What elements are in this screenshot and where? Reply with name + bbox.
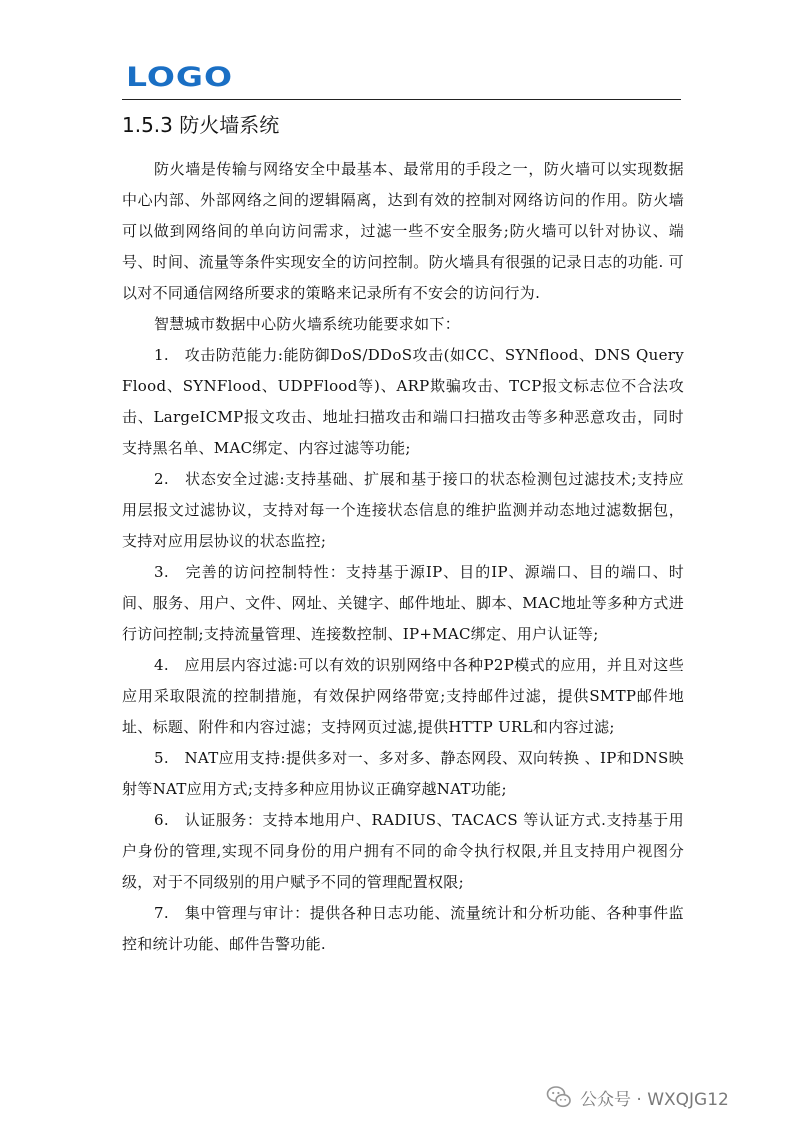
list-item: 2. 状态安全过滤:支持基础、扩展和基于接口的状态检测包过滤技术;支持应用层报文过滤协议，支持对每一个连接状态信息的维护监测并动态地过滤数据包，支持对应用层协议的状态监控; [122, 470, 684, 550]
header-divider [122, 99, 681, 100]
logo: LOGO [126, 60, 234, 93]
requirements-intro: 智慧城市数据中心防火墙系统功能要求如下： [154, 315, 461, 333]
list-item: 7. 集中管理与审计：提供各种日志功能、流量统计和分析功能、各种事件监控和统计功能、邮件告警功能. [122, 904, 684, 953]
intro-paragraph: 防火墙是传输与网络安全中最基本、最常用的手段之一，防火墙可以实现数据中心内部、外部网络之间的逻辑隔离，达到有效的控制对网络访问的作用。防火墙可以做到网络间的单向访问需求，过滤一些不安全服务;防火墙可以针对协议、端号、时间、流量等条件实现安全的访问控制。防火墙具有很强的记录日志的功能. 可以对不同通信网络所要求的策略来记录所有不安会的访问行为. [122, 160, 684, 302]
list-item: 1. 攻击防范能力:能防御DoS/DDoS攻击(如CC、SYNflood、DNS Query Flood、SYNFlood、UDPFlood等)、ARP欺骗攻击、TCP报文标志位不合法攻击、LargeICMP报文攻击、地址扫描攻击和端口扫描攻击等多种恶意攻击，同时支持黑名单、MAC绑定、内容过滤等功能; [122, 346, 684, 457]
list-item: 3. 完善的访问控制特性：支持基于源IP、目的IP、源端口、目的端口、时间、服务、用户、文件、网址、关键字、邮件地址、脚本、MAC地址等多种方式进行访问控制;支持流量管理、连接数控制、IP+MAC绑定、用户认证等; [122, 563, 684, 643]
list-item: 4. 应用层内容过滤:可以有效的识别网络中各种P2P模式的应用，并且对这些应用采取限流的控制措施，有效保护网络带宽;支持邮件过滤，提供SMTP邮件地址、标题、附件和内容过滤；支持网页过滤,提供HTTP URL和内容过滤; [122, 656, 684, 736]
section-title: 1.5.3 防火墙系统 [122, 113, 280, 137]
wechat-icon [546, 1084, 572, 1110]
list-item: 5. NAT应用支持:提供多对一、多对多、静态网段、双向转换 、IP和DNS映射等NAT应用方式;支持多种应用协议正确穿越NAT功能; [122, 749, 684, 798]
watermark-text: 公众号 · WXQJG12 [580, 1089, 729, 1110]
document-body [122, 154, 684, 960]
list-item: 6. 认证服务：支持本地用户、RADIUS、TACACS 等认证方式.支持基于用户身份的管理,实现不同身份的用户拥有不同的命令执行权限,并且支持用户视图分级，对于不同级别的用户赋予不同的管理配置权限; [122, 811, 684, 891]
watermark [546, 1084, 729, 1110]
